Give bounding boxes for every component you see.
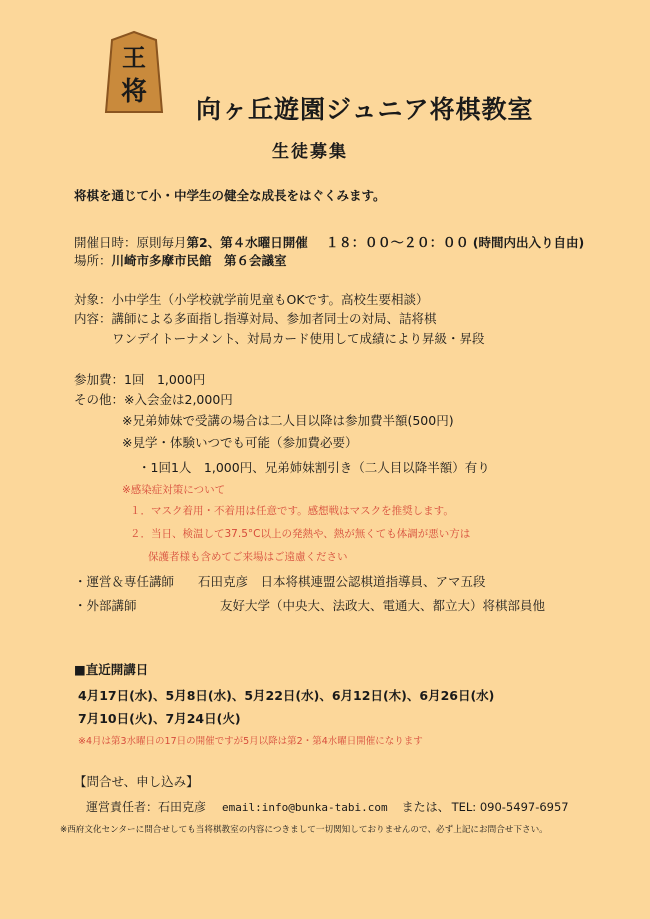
- staff-name: 友好大学（中央大、法政大、電通大、都立大）将棋部員他: [220, 598, 546, 613]
- schedule-rule: 原則毎月: [136, 235, 187, 250]
- venue-label: 場所：: [74, 253, 112, 268]
- venue-value: 川崎市多摩市民館 第６会議室: [111, 253, 287, 268]
- staff-role: ・外部講師: [74, 598, 137, 613]
- other-label: その他：: [74, 392, 125, 407]
- fee-value: 1回 1,000円: [124, 372, 206, 387]
- fee-label: 参加費：: [74, 372, 125, 387]
- contact-or: または、: [401, 800, 450, 814]
- contact-tel[interactable]: TEL: 090-5497-6957: [451, 800, 569, 814]
- page-subtitle: 生徒募集: [272, 142, 348, 162]
- contact-line: [86, 798, 569, 815]
- content-line-2: ワンデイトーナメント、対局カード使用して成績により昇級・昇段: [112, 331, 485, 346]
- contact-email[interactable]: email:info@bunka-tabi.com: [222, 801, 388, 814]
- fee-line: [74, 370, 205, 388]
- content-label: 内容：: [74, 311, 112, 326]
- target-line: [74, 290, 429, 308]
- target-value: 小中学生（小学校就学前児童もOKです。高校生要相談）: [111, 292, 429, 307]
- staff-role: ・運営＆専任講師: [74, 574, 175, 589]
- contact-heading: 【問合せ、申し込み】: [74, 774, 199, 789]
- staff-name: 石田克彦 日本将棋連盟公認棋道指導員、アマ五段: [198, 574, 486, 589]
- other-line-4: ・1回1人 1,000円、兄弟姉妹割引き（二人目以降半額）有り: [138, 460, 490, 475]
- schedule-days: 第2、第４水曜日開催: [186, 235, 308, 250]
- covid-item-2: ２．当日、検温して37.5°C以上の発熱や、熱が無くても体調が悪い方は: [130, 528, 471, 540]
- dates-line-1: 4月17日(水)、5月8日(水)、5月22日(水)、6月12日(木)、6月26日(水): [78, 688, 495, 703]
- piece-top-char: 王: [122, 43, 146, 72]
- other-line-1: [74, 390, 233, 408]
- covid-item-2b: 保護者様も含めてご来場はご遠慮ください: [148, 551, 348, 563]
- shogi-piece-icon: [104, 30, 164, 115]
- schedule-note: (時間内出入り自由): [472, 235, 585, 250]
- covid-item-1: １．マスク着用・不着用は任意です。感想戦はマスクを推奨します。: [130, 505, 454, 517]
- schedule-line: [74, 232, 584, 251]
- other-line-2: ※兄弟姉妹で受講の場合は二人目以降は参加費半額(500円): [122, 413, 454, 428]
- dates-note: ※4月は第3水曜日の17日の開催ですが5月以降は第2・第4水曜日開催になります: [78, 736, 423, 747]
- other-value-1: ※入会金は2,000円: [124, 392, 233, 407]
- shogi-piece-logo: [104, 30, 164, 115]
- dates-line-2: 7月10日(火)、7月24日(火): [78, 711, 241, 726]
- other-line-3: ※見学・体験いつでも可能（参加費必要）: [122, 435, 358, 450]
- content-value-1: 講師による多面指し指導対局、参加者同士の対局、詰将棋: [111, 311, 437, 326]
- target-label: 対象：: [74, 292, 112, 307]
- covid-heading: ※感染症対策について: [122, 484, 226, 496]
- piece-bottom-char: 将: [120, 77, 148, 107]
- content-line-1: [74, 309, 437, 327]
- schedule-time: １８：００～２０：００: [325, 236, 469, 251]
- staff-row: [74, 596, 545, 614]
- contact-manager: 運営責任者：石田克彦: [86, 800, 207, 814]
- dates-heading: ■直近開講日: [74, 662, 149, 677]
- venue-line: [74, 251, 287, 269]
- schedule-label: 開催日時：: [74, 235, 137, 250]
- intro-text: 将棋を通じて小・中学生の健全な成長をはぐくみます。: [74, 188, 386, 203]
- page-title: 向ヶ丘遊園ジュニア将棋教室: [196, 95, 534, 124]
- contact-footnote: ※西府文化センターに問合せしても当将棋教室の内容につきまして一切関知しておりませんので、必ず上記にお問合せ下さい。: [60, 825, 548, 835]
- staff-row: [74, 572, 486, 590]
